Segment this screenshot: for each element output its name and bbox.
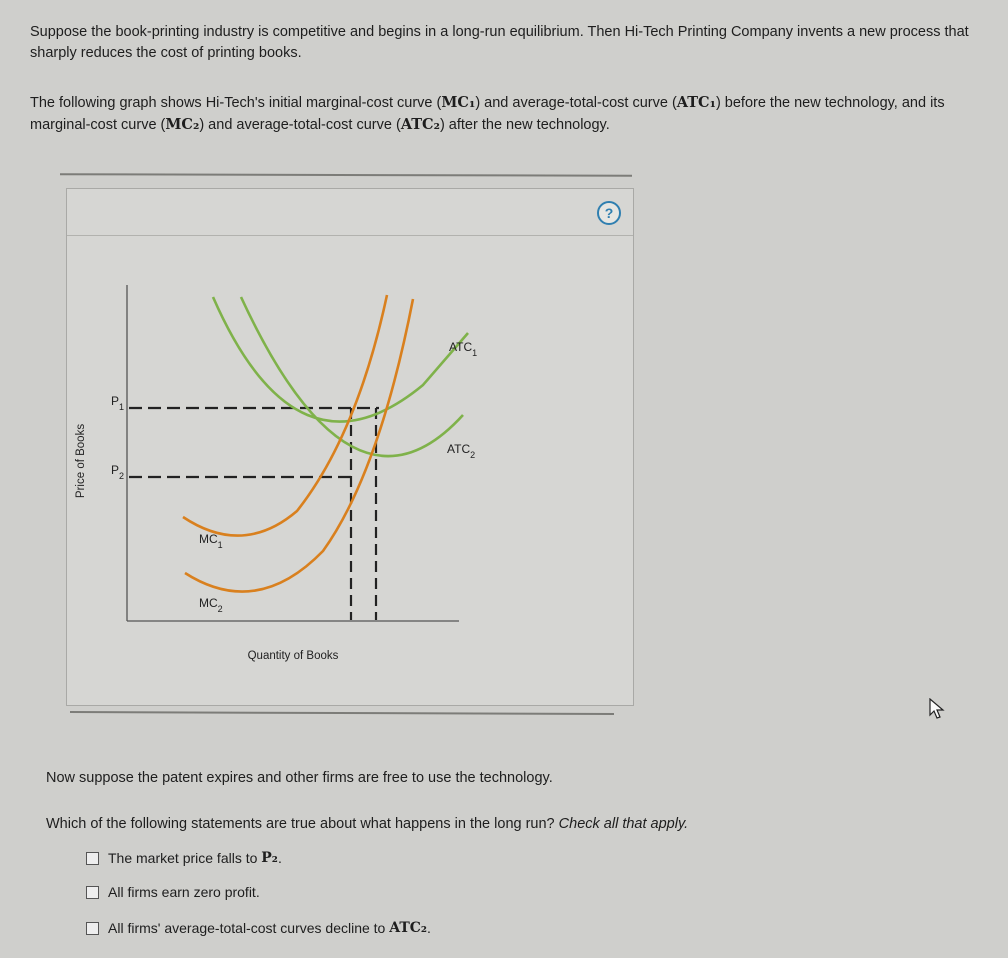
option-text: All firms earn zero profit. xyxy=(108,884,260,900)
option-atc-decline[interactable] xyxy=(86,920,431,936)
checkbox[interactable] xyxy=(86,886,99,899)
question-prompt xyxy=(46,814,688,835)
option-zero-profit[interactable] xyxy=(86,884,260,900)
description-text-5: ) after the new technology. xyxy=(439,117,610,133)
mc1-term: MC₁ xyxy=(441,94,476,111)
x-axis-title: Quantity of Books xyxy=(247,650,339,662)
mc1-label: $MC_1$ xyxy=(199,532,223,550)
instruction-text: Check all that apply. xyxy=(558,816,689,832)
description-text-3: ) before the new technology, and its marginal-cost curve ( xyxy=(30,95,945,133)
option-punctuation: . xyxy=(427,920,431,936)
atc2-label: $ATC_2$ xyxy=(447,442,476,460)
checkbox[interactable] xyxy=(86,922,99,935)
graph-description xyxy=(30,92,990,136)
scenario-sentence: Now suppose the patent expires and other firms are free to use the technology. xyxy=(46,770,553,786)
mc2-term: MC₂ xyxy=(165,116,200,133)
cost-curves-chart xyxy=(67,189,633,705)
y-axis-title: Price of Books xyxy=(75,423,87,499)
p2-label: $P_2$ xyxy=(111,463,125,481)
option-text: The market price falls to xyxy=(108,850,258,866)
atc2-term: ATC₂ xyxy=(400,116,440,133)
mouse-pointer-icon xyxy=(929,698,945,720)
intro-paragraph xyxy=(30,22,990,64)
option-price-falls[interactable] xyxy=(86,850,282,866)
description-text-4: ) and average-total-cost curve ( xyxy=(199,117,401,133)
graph-panel xyxy=(66,188,634,706)
option-math: ATC₂ xyxy=(389,920,428,936)
divider-top xyxy=(60,173,632,176)
mc1-curve xyxy=(183,295,387,536)
question-sentence: Which of the following statements are true about what happens in the long run? xyxy=(46,816,559,832)
description-text-1: The following graph shows Hi-Tech's initial marginal-cost curve ( xyxy=(30,95,442,111)
option-text: All firms' average-total-cost curves decline to xyxy=(108,920,386,936)
p1-label: $P_1$ xyxy=(111,394,125,412)
description-text-2: ) and average-total-cost curve ( xyxy=(475,95,677,111)
option-punctuation: . xyxy=(277,850,282,866)
checkbox[interactable] xyxy=(86,852,99,865)
scenario-text xyxy=(46,768,553,789)
mc2-label: $MC_2$ xyxy=(199,596,223,614)
question-circle-icon: ? xyxy=(604,205,614,221)
atc1-term: ATC₁ xyxy=(676,94,716,111)
intro-text: Suppose the book-printing industry is competitive and begins in a long-run equilibrium. Then Hi-Tech Printing Company invents a new process that sharply reduces the cost of printing books. xyxy=(30,24,969,61)
atc1-label: $ATC_1$ xyxy=(449,340,478,358)
option-math: P₂ xyxy=(261,850,278,866)
divider-bottom xyxy=(70,711,614,715)
